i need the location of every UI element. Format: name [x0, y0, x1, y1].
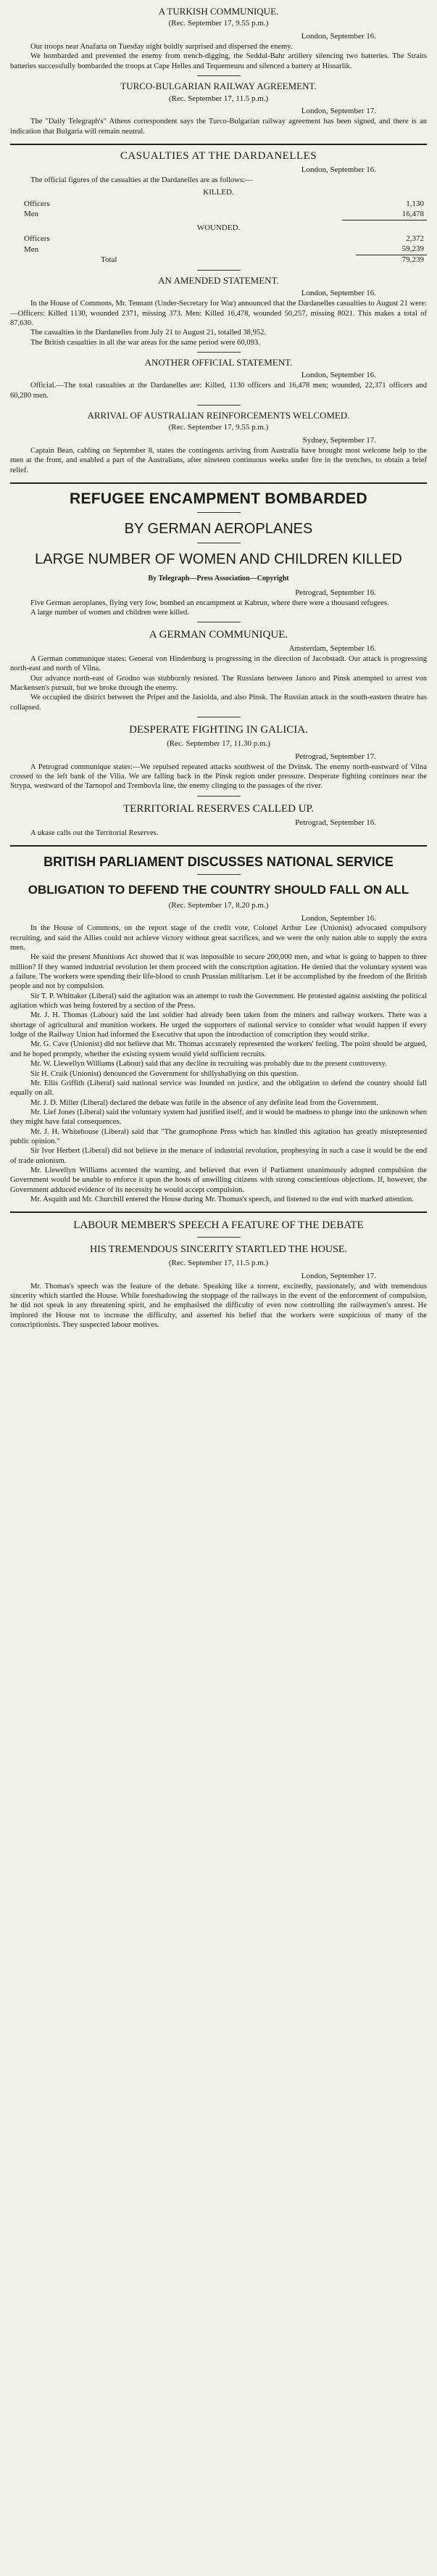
received-time: (Rec. September 17, 9.55 p.m.): [168, 423, 269, 432]
article-title: A TURKISH COMMUNIQUE.: [158, 6, 279, 17]
paragraph: He said the present Munitions Act showed that it was impossible to secure 200,000 men, and what is going to happen to three million? If they wanted industrial revolution let them proceed with the conscription agitation. He denied that the voluntary system was a failure. The workers were spending their life-blood to crush Prussian militarism. Let it be accomplished by the freedom of the British people and not by compulsion.: [10, 953, 427, 991]
row-label: Officers: [24, 234, 50, 244]
paragraph: A ukase calls out the Territorial Reserves.: [30, 828, 159, 837]
article-casualties: [10, 149, 427, 266]
article-australian-reinforcements: [10, 410, 427, 475]
headline: REFUGEE ENCAMPMENT BOMBARDED: [70, 490, 367, 508]
article-title: ANOTHER OFFICIAL STATEMENT.: [144, 356, 293, 368]
paragraph: The "Daily Telegraph's" Athens correspondent says the Turco-Bulgarian railway agreement has been signed, and there is an indication that Bulgaria will remain neutral.: [10, 118, 427, 136]
article-title: A GERMAN COMMUNIQUE.: [149, 629, 288, 641]
paragraph: A large number of women and children were killed.: [30, 609, 189, 617]
dateline: London, September 16.: [301, 371, 376, 380]
dateline: Petrograd, September 17.: [295, 752, 376, 761]
divider: [197, 405, 241, 406]
row-value: 59,239: [356, 244, 427, 255]
divider: [10, 144, 427, 145]
paragraph: Mr. W. Llewellyn Williams (Labour) said that any decline in recruiting was probably due to the present controversy.: [30, 1060, 387, 1069]
row-label: Men: [24, 244, 39, 254]
paragraph: Five German aeroplanes, flying very low, bombed an encampment at Kabrun, where there were a thousand refugees.: [30, 598, 389, 607]
divider: [197, 874, 241, 875]
table-row: [21, 244, 427, 255]
dateline: London, September 16.: [301, 913, 376, 923]
table-row: [21, 199, 427, 210]
dateline: London, September 16.: [301, 32, 376, 41]
killed-heading: KILLED.: [203, 188, 234, 197]
paragraph: The British casualties in all the war areas for the same period were 60,093.: [30, 338, 260, 347]
table-row: [21, 210, 427, 220]
paragraph: Mr. J. H. Thomas (Labour) said the last soldier had already been taken from the miners and railway workers. There was a shortage of agricultural and munition workers. He urged the supporters of national service to consider what would happen if every lodge of the Railway Union had informed the Executive that upon the introduction of conscription they would strike.: [10, 1011, 427, 1040]
paragraph: Mr. Ellis Griffith (Liberal) said national service was founded on justice, and the obligation to defend the country should fall equally on all.: [10, 1079, 427, 1098]
headline: BRITISH PARLIAMENT DISCUSSES NATIONAL SERVICE: [43, 854, 394, 869]
divider: [197, 796, 241, 797]
article-title: TERRITORIAL RESERVES CALLED UP.: [123, 802, 314, 815]
divider: [197, 1237, 241, 1238]
paragraph: Official.—The total casualties at the Dardanelles are: Killed, 1130 officers and 16,478 men; wounded, 22,371 officers and 60,280 men.: [10, 382, 427, 400]
paragraph: Sir Ivor Herbert (Liberal) did not believe in the menace of industrial revolution, prophesying in such a case it would be the end of trade unionism.: [10, 1147, 427, 1165]
article-another-official: [10, 357, 427, 400]
article-title: AN AMENDED STATEMENT.: [158, 275, 279, 287]
article-refugee-encampment: [10, 490, 427, 617]
wounded-heading: WOUNDED.: [196, 223, 241, 232]
article-title: DESPERATE FIGHTING IN GALICIA.: [129, 724, 308, 736]
headline: HIS TREMENDOUS SINCERITY STARTLED THE HOUSE.: [90, 1244, 347, 1256]
table-row: [21, 234, 427, 244]
dateline: Petrograd, September 16.: [295, 588, 376, 597]
total-label: Total: [101, 255, 117, 264]
killed-table: [21, 199, 427, 221]
paragraph: Mr. Thomas's speech was the feature of the debate. Speaking like a torrent, excitedly, passionately, and with tremendous sincerity which startled the House. While foreshadowing the stoppage of the railways in the event of the enforcement of compulsion, he did not speak in any threatening spirit, and he emphasised the difficulty of even now controlling the railwaymen's unrest. He implored the House not to increase the difficulty, and asserted his belief that the workers were suspicious of many of the conscriptionists. They suspected labour motives.: [10, 1282, 427, 1329]
received-time: (Rec. September 17, 11.5 p.m.): [168, 94, 269, 103]
row-value: 1,130: [406, 199, 424, 208]
row-value: 16,478: [342, 210, 427, 220]
paragraph: Mr. Llewellyn Williams accented the warning, and believed that even if Parliament unanimously adopted compulsion the Government would be unable to enforce it upon the hosts of unwilling citizens with strong conscientious objections. If, however, the Government adduced evidence of its necessity he would accept compulsion.: [10, 1166, 427, 1194]
paragraph: Sir H. Craik (Unionist) denounced the Government for shillyshallying on this question.: [30, 1069, 299, 1078]
article-parliament-national-service: [10, 854, 427, 1204]
paragraph: Mr. J. H. Whitehouse (Liberal) said that "The gramophone Press which has kindled this agitation has greatly misrepresented public opinion.": [10, 1127, 427, 1145]
divider: [197, 512, 241, 513]
row-label: Officers: [24, 199, 50, 208]
divider: [10, 845, 427, 847]
dateline: London, September 17.: [301, 107, 376, 116]
paragraph: Our troops near Anafarta on Tuesday night boldly surprised and dispersed the enemy.: [30, 43, 293, 52]
paragraph: We bombarded and prevented the enemy from trench-digging, the Seddul-Bahr artillery silencing two batteries. The Straits batteries successfully bombarded the troops at Cape Helles and Tequemeuru and silenced a battery at Hissarlik.: [10, 52, 427, 70]
paragraph: Captain Bean, cabling on September 8, states the contingents arriving from Australia have brought most welcome help to the men at the front, and enabled a part of the Australians, after nineteen continuous weeks under fire in the trenches, to obtain a brief relief.: [10, 446, 427, 474]
dateline: Sydney, September 17.: [302, 436, 376, 445]
dateline: London, September 16.: [301, 289, 376, 298]
paragraph: Mr. Lief Jones (Liberal) said the voluntary system had justified itself, and it would be madness to plunge into the unknown when they might have fatal consequences.: [10, 1108, 427, 1127]
dateline: Amsterdam, September 16.: [288, 644, 376, 654]
divider: [197, 352, 241, 353]
received-time: (Rec. September 17, 11.5 p.m.): [168, 1258, 269, 1267]
paragraph: Mr. Asquith and Mr. Churchill entered the House during Mr. Thomas's speech, and listened to the end with marked attention.: [30, 1195, 414, 1203]
article-turkish-communique: [10, 6, 427, 71]
total-value: 79,239: [401, 255, 424, 265]
divider: [197, 75, 241, 76]
paragraph: The official figures of the casualties at the Dardanelles are as follows:—: [30, 176, 253, 184]
dateline: Petrograd, September 16.: [295, 818, 376, 827]
headline: LARGE NUMBER OF WOMEN AND CHILDREN KILLED: [35, 551, 402, 568]
divider: [197, 270, 241, 271]
divider: [10, 1211, 427, 1213]
headline: BY GERMAN AEROPLANES: [124, 521, 313, 538]
paragraph: Mr. J. D. Miller (Liberal) declared the debate was futile in the absence of any definite lead from the Government.: [30, 1098, 378, 1107]
table-row-total: [21, 255, 427, 266]
paragraph: Sir T. P. Whittaker (Liberal) said the agitation was an attempt to rush the Government. He protested against assisting the political agitation which was being fostered by a section of the Press.: [10, 992, 427, 1011]
received-time: (Rec. September 17, 9.55 p.m.): [168, 19, 269, 28]
article-galicia: [10, 723, 427, 791]
paragraph: We occupied the district between the Pripet and the Jasiolda, and also Pinsk. The Russian attack in the south-eastern theatre has collapsed.: [10, 694, 427, 712]
paragraph: Our advance north-east of Grodno was stubbornly resisted. The Russians between Janoro and Pinsk attempted to arrest von Mackensen's pursuit, but we broke through the enemy.: [10, 674, 427, 693]
article-german-communique: [10, 628, 427, 712]
headline: LABOUR MEMBER'S SPEECH A FEATURE OF THE DEBATE: [73, 1219, 364, 1232]
dateline: London, September 17.: [301, 1271, 376, 1280]
article-labour-member-speech: [10, 1219, 427, 1330]
row-label: Men: [24, 209, 39, 218]
dateline: London, September 16.: [301, 165, 376, 174]
article-title: ARRIVAL OF AUSTRALIAN REINFORCEMENTS WELCOMED.: [87, 409, 350, 421]
paragraph: A German communique states: General von Hindenburg is progressing in the direction of Jacobstadt. Our attack is progressing north-east and north of Vilna.: [10, 655, 427, 673]
article-title: TURCO-BULGARIAN RAILWAY AGREEMENT.: [120, 81, 317, 92]
article-territorial-reserves: [10, 802, 427, 838]
article-turco-bulgarian: [10, 81, 427, 136]
paragraph: The casualties in the Dardanelles from July 21 to August 21, totalled 38,952.: [30, 329, 267, 337]
byline: By Telegraph—Press Association—Copyright: [148, 575, 289, 583]
received-time: (Rec. September 17, 11.30 p.m.): [167, 739, 270, 749]
divider: [10, 482, 427, 484]
received-time: (Rec. September 17, 8.20 p.m.): [168, 900, 269, 910]
headline: OBLIGATION TO DEFEND THE COUNTRY SHOULD FALL ON ALL: [28, 883, 409, 897]
paragraph: In the House of Commons, Mr. Tennant (Under-Secretary for War) announced that the Dardanelles casualties to August 21 were:—Officers: Killed 1130, wounded 2371, missing 373. Men: Killed 16,478, wounded 50,257, missing 8021. This makes a total of 87,630.: [10, 300, 427, 327]
paragraph: In the House of Commons, on the report stage of the credit vote, Colonel Arthur Lee (Unionist) advocated compulsory recruiting, and said the Allies could not achieve victory without great sacrifices, and we were the only nation able to supply the extra men.: [10, 924, 427, 952]
row-value: 2,372: [406, 234, 424, 244]
article-amended-statement: [10, 275, 427, 347]
paragraph: Mr. G. Cave (Unionist) did not believe that Mr. Thomas accurately represented the workers' feeling. The point should be argued, and he hoped promptly, whether the existing system would yield sufficient recruits.: [10, 1040, 427, 1058]
wounded-table: [21, 234, 427, 266]
article-title: CASUALTIES AT THE DARDANELLES: [120, 149, 317, 162]
paragraph: A Petrograd communique states:—We repulsed repeated attacks southwest of the Dvinsk. The enemy north-eastward of Vilna crossed to the left bank of the Vilia. We are falling back in the Pinsk region under pressure. Desperate fighting continues near the Strypa, westward of the Tarnopol and Trembovla line, the enemy clinging to the passages of the river.: [10, 762, 427, 791]
